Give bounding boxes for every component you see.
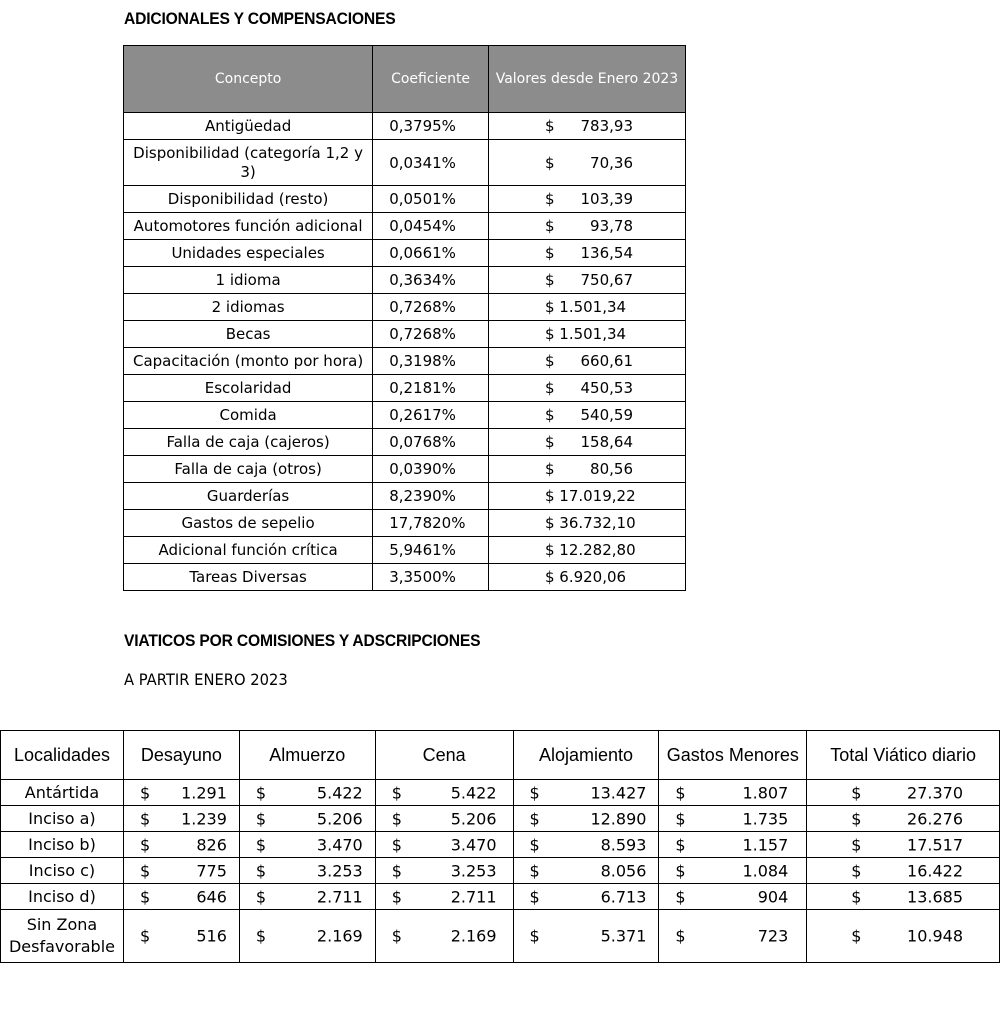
- currency-symbol: $: [544, 298, 555, 316]
- table-row: [1, 910, 1000, 963]
- valor-value: 17.019,22: [559, 487, 636, 505]
- currency-symbol: $: [675, 835, 686, 854]
- currency-symbol: $: [529, 809, 540, 828]
- almuerzo-value: 2.711: [316, 887, 363, 906]
- alojamiento-cell: [513, 858, 659, 884]
- valor-value: 70,36: [590, 153, 633, 172]
- valor-cell: [488, 483, 685, 510]
- table-header-row: [1, 731, 1000, 780]
- desayuno-value: 1.291: [181, 783, 227, 802]
- localidad-cell: Inciso b): [1, 832, 124, 858]
- concepto-cell: Disponibilidad (resto): [124, 186, 373, 213]
- gastos-menores-value: 1.735: [742, 809, 789, 828]
- almuerzo-cell: [239, 910, 375, 963]
- concepto-cell: Adicional función crítica: [124, 537, 373, 564]
- gastos-menores-value: 1.084: [742, 861, 789, 880]
- valor-value: 1.501,34: [559, 325, 627, 343]
- valor-value: 136,54: [580, 244, 633, 262]
- table-row: [124, 510, 686, 537]
- viaticos-table: [0, 730, 1000, 963]
- currency-symbol: $: [544, 541, 555, 559]
- currency-symbol: $: [139, 809, 151, 828]
- table-row: [1, 832, 1000, 858]
- coeficiente-cell: 0,7268%: [373, 321, 489, 348]
- desayuno-value: 775: [196, 861, 227, 880]
- header-concepto: Concepto: [124, 46, 373, 113]
- valor-value: 80,56: [590, 460, 633, 478]
- valor-value: 6.920,06: [559, 568, 627, 586]
- gastos-menores-value: 904: [757, 887, 789, 906]
- almuerzo-cell: [239, 884, 375, 910]
- coeficiente-cell: 0,0390%: [373, 456, 489, 483]
- table-row: [124, 294, 686, 321]
- table-row: [124, 186, 686, 213]
- cena-cell: [375, 910, 513, 963]
- almuerzo-cell: [239, 806, 375, 832]
- total-cell: [807, 806, 1000, 832]
- concepto-cell: Escolaridad: [124, 375, 373, 402]
- valor-cell: [488, 213, 685, 240]
- cena-cell: [375, 806, 513, 832]
- concepto-cell: 2 idiomas: [124, 294, 373, 321]
- valor-cell: [488, 402, 685, 429]
- currency-symbol: $: [544, 244, 555, 262]
- currency-symbol: $: [675, 809, 686, 828]
- alojamiento-value: 13.427: [590, 783, 647, 802]
- valor-cell: [488, 294, 685, 321]
- currency-symbol: $: [139, 783, 151, 802]
- total-value: 26.276: [907, 809, 963, 828]
- header-total-viatico: Total Viático diario: [807, 731, 1000, 780]
- table-row: [124, 456, 686, 483]
- currency-symbol: $: [544, 325, 555, 343]
- cena-value: 2.169: [450, 926, 497, 946]
- valor-value: 12.282,80: [559, 541, 636, 559]
- table-row: [124, 213, 686, 240]
- localidad-cell: Inciso a): [1, 806, 124, 832]
- almuerzo-value: 3.253: [316, 861, 363, 880]
- header-coeficiente: Coeficiente: [373, 46, 489, 113]
- table-row: [124, 402, 686, 429]
- alojamiento-cell: [513, 780, 659, 806]
- cena-cell: [375, 832, 513, 858]
- currency-symbol: $: [544, 379, 555, 397]
- coeficiente-cell: 0,0341%: [373, 140, 489, 186]
- currency-symbol: $: [544, 117, 555, 135]
- valor-cell: [488, 564, 685, 591]
- total-value: 16.422: [907, 861, 963, 880]
- table-row: [1, 780, 1000, 806]
- total-cell: [807, 832, 1000, 858]
- desayuno-cell: [123, 806, 239, 832]
- concepto-cell: 1 idioma: [124, 267, 373, 294]
- currency-symbol: $: [851, 926, 862, 946]
- concepto-cell: Automotores función adicional: [124, 213, 373, 240]
- valor-value: 103,39: [580, 190, 633, 208]
- coeficiente-cell: 0,3198%: [373, 348, 489, 375]
- currency-symbol: $: [675, 861, 686, 880]
- section-title-adicionales: ADICIONALES Y COMPENSACIONES: [124, 9, 396, 28]
- table-row: [124, 348, 686, 375]
- valor-value: 660,61: [580, 352, 633, 370]
- alojamiento-value: 6.713: [600, 887, 647, 906]
- currency-symbol: $: [544, 406, 555, 424]
- header-alojamiento: Alojamiento: [513, 731, 659, 780]
- header-almuerzo: Almuerzo: [239, 731, 375, 780]
- table-row: [124, 321, 686, 348]
- total-cell: [807, 910, 1000, 963]
- valor-cell: [488, 321, 685, 348]
- coeficiente-cell: 5,9461%: [373, 537, 489, 564]
- gastos-menores-cell: [659, 884, 807, 910]
- coeficiente-cell: 0,3634%: [373, 267, 489, 294]
- alojamiento-cell: [513, 832, 659, 858]
- alojamiento-value: 8.056: [600, 861, 647, 880]
- valor-amount: [545, 541, 636, 559]
- currency-symbol: $: [391, 783, 402, 802]
- almuerzo-cell: [239, 780, 375, 806]
- desayuno-value: 646: [196, 887, 227, 906]
- table-row: [124, 537, 686, 564]
- localidad-cell: Inciso d): [1, 884, 124, 910]
- concepto-cell: Falla de caja (cajeros): [124, 429, 373, 456]
- alojamiento-cell: [513, 884, 659, 910]
- currency-symbol: $: [139, 926, 151, 946]
- currency-symbol: $: [529, 783, 540, 802]
- alojamiento-value: 8.593: [600, 835, 647, 854]
- almuerzo-value: 2.169: [316, 926, 363, 946]
- table-header-row: [124, 46, 686, 113]
- coeficiente-cell: 0,7268%: [373, 294, 489, 321]
- currency-symbol: $: [529, 861, 540, 880]
- table-row: [1, 884, 1000, 910]
- valor-cell: [488, 456, 685, 483]
- concepto-cell: Falla de caja (otros): [124, 456, 373, 483]
- valor-value: 158,64: [580, 433, 633, 451]
- concepto-cell: Capacitación (monto por hora): [124, 348, 373, 375]
- table-row: [124, 240, 686, 267]
- concepto-cell: Tareas Diversas: [124, 564, 373, 591]
- header-valores: Valores desde Enero 2023: [488, 46, 685, 113]
- valor-cell: [488, 186, 685, 213]
- valor-amount: [545, 514, 636, 532]
- currency-symbol: $: [544, 433, 555, 451]
- coeficiente-cell: 3,3500%: [373, 564, 489, 591]
- valor-amount: [545, 568, 626, 586]
- currency-symbol: $: [544, 460, 555, 478]
- coeficiente-cell: 0,0454%: [373, 213, 489, 240]
- almuerzo-cell: [239, 832, 375, 858]
- localidad-cell: Sin Zona Desfavorable: [1, 910, 124, 963]
- gastos-menores-value: 1.807: [742, 783, 789, 802]
- valor-value: 1.501,34: [559, 298, 627, 316]
- concepto-cell: Antigüedad: [124, 113, 373, 140]
- gastos-menores-cell: [659, 910, 807, 963]
- cena-cell: [375, 780, 513, 806]
- concepto-cell: Comida: [124, 402, 373, 429]
- section-subtitle-viaticos: A PARTIR ENERO 2023: [124, 670, 288, 689]
- gastos-menores-cell: [659, 858, 807, 884]
- currency-symbol: $: [851, 861, 862, 880]
- almuerzo-value: 5.206: [316, 809, 363, 828]
- desayuno-cell: [123, 780, 239, 806]
- alojamiento-cell: [513, 910, 659, 963]
- valor-cell: [488, 429, 685, 456]
- valor-value: 750,67: [580, 271, 633, 289]
- valor-value: 540,59: [580, 406, 633, 424]
- gastos-menores-cell: [659, 832, 807, 858]
- currency-symbol: $: [391, 835, 402, 854]
- coeficiente-cell: 0,2617%: [373, 402, 489, 429]
- cena-value: 2.711: [450, 887, 497, 906]
- valor-amount: [545, 487, 636, 505]
- total-cell: [807, 858, 1000, 884]
- desayuno-value: 1.239: [181, 809, 227, 828]
- coeficiente-cell: 0,0501%: [373, 186, 489, 213]
- valor-cell: [488, 537, 685, 564]
- almuerzo-value: 5.422: [316, 783, 363, 802]
- valor-cell: [488, 267, 685, 294]
- cena-cell: [375, 884, 513, 910]
- coeficiente-cell: 17,7820%: [373, 510, 489, 537]
- desayuno-cell: [123, 884, 239, 910]
- currency-symbol: $: [544, 487, 555, 505]
- currency-symbol: $: [851, 835, 862, 854]
- cena-cell: [375, 858, 513, 884]
- table-row: [1, 858, 1000, 884]
- adicionales-table: [123, 45, 686, 591]
- table-row: [124, 375, 686, 402]
- alojamiento-value: 5.371: [600, 926, 647, 946]
- currency-symbol: $: [139, 887, 151, 906]
- valor-cell: [488, 240, 685, 267]
- total-value: 17.517: [907, 835, 963, 854]
- currency-symbol: $: [391, 887, 402, 906]
- desayuno-cell: [123, 832, 239, 858]
- currency-symbol: $: [255, 809, 267, 828]
- gastos-menores-cell: [659, 780, 807, 806]
- table-row: [1, 806, 1000, 832]
- concepto-cell: Unidades especiales: [124, 240, 373, 267]
- total-value: 13.685: [907, 887, 963, 906]
- concepto-cell: Becas: [124, 321, 373, 348]
- concepto-cell: Disponibilidad (categoría 1,2 y 3): [124, 140, 373, 186]
- coeficiente-cell: 0,2181%: [373, 375, 489, 402]
- valor-value: 93,78: [590, 217, 633, 235]
- table-row: [124, 564, 686, 591]
- currency-symbol: $: [255, 783, 267, 802]
- currency-symbol: $: [139, 835, 151, 854]
- almuerzo-value: 3.470: [316, 835, 363, 854]
- currency-symbol: $: [255, 861, 267, 880]
- table-row: [124, 113, 686, 140]
- currency-symbol: $: [675, 926, 686, 946]
- valor-cell: [488, 375, 685, 402]
- desayuno-value: 516: [196, 926, 227, 946]
- currency-symbol: $: [255, 887, 267, 906]
- valor-amount: [545, 298, 626, 316]
- gastos-menores-value: 723: [757, 926, 789, 946]
- total-value: 10.948: [907, 926, 963, 946]
- currency-symbol: $: [544, 514, 555, 532]
- currency-symbol: $: [851, 783, 862, 802]
- localidad-cell: Antártida: [1, 780, 124, 806]
- concepto-cell: Guarderías: [124, 483, 373, 510]
- currency-symbol: $: [255, 835, 267, 854]
- section-title-viaticos: VIATICOS POR COMISIONES Y ADSCRIPCIONES: [124, 631, 481, 650]
- localidad-cell: Inciso c): [1, 858, 124, 884]
- coeficiente-cell: 8,2390%: [373, 483, 489, 510]
- coeficiente-cell: 0,3795%: [373, 113, 489, 140]
- gastos-menores-cell: [659, 806, 807, 832]
- cena-value: 3.470: [450, 835, 497, 854]
- currency-symbol: $: [544, 568, 555, 586]
- currency-symbol: $: [529, 887, 540, 906]
- alojamiento-value: 12.890: [590, 809, 647, 828]
- currency-symbol: $: [544, 153, 555, 172]
- currency-symbol: $: [255, 926, 267, 946]
- valor-cell: [488, 140, 685, 186]
- coeficiente-cell: 0,0768%: [373, 429, 489, 456]
- currency-symbol: $: [851, 809, 862, 828]
- valor-value: 450,53: [580, 379, 633, 397]
- concepto-cell: Gastos de sepelio: [124, 510, 373, 537]
- valor-cell: [488, 510, 685, 537]
- header-localidades: Localidades: [1, 731, 124, 780]
- valor-value: 36.732,10: [559, 514, 636, 532]
- gastos-menores-value: 1.157: [742, 835, 789, 854]
- table-row: [124, 267, 686, 294]
- table-row: [124, 429, 686, 456]
- desayuno-cell: [123, 910, 239, 963]
- header-gastos-menores: Gastos Menores: [659, 731, 807, 780]
- cena-value: 5.206: [450, 809, 497, 828]
- currency-symbol: $: [851, 887, 862, 906]
- cena-value: 5.422: [450, 783, 497, 802]
- currency-symbol: $: [529, 926, 540, 946]
- currency-symbol: $: [544, 352, 555, 370]
- currency-symbol: $: [139, 861, 151, 880]
- table-row: [124, 140, 686, 186]
- header-cena: Cena: [375, 731, 513, 780]
- coeficiente-cell: 0,0661%: [373, 240, 489, 267]
- valor-cell: [488, 113, 685, 140]
- currency-symbol: $: [544, 217, 555, 235]
- desayuno-value: 826: [196, 835, 227, 854]
- currency-symbol: $: [391, 809, 402, 828]
- almuerzo-cell: [239, 858, 375, 884]
- currency-symbol: $: [675, 887, 686, 906]
- valor-value: 783,93: [580, 117, 633, 135]
- currency-symbol: $: [675, 783, 686, 802]
- valor-cell: [488, 348, 685, 375]
- table-row: [124, 483, 686, 510]
- total-cell: [807, 884, 1000, 910]
- alojamiento-cell: [513, 806, 659, 832]
- currency-symbol: $: [391, 926, 402, 946]
- valor-amount: [545, 325, 626, 343]
- cena-value: 3.253: [450, 861, 497, 880]
- desayuno-cell: [123, 858, 239, 884]
- currency-symbol: $: [391, 861, 402, 880]
- header-desayuno: Desayuno: [123, 731, 239, 780]
- total-cell: [807, 780, 1000, 806]
- currency-symbol: $: [529, 835, 540, 854]
- currency-symbol: $: [544, 190, 555, 208]
- currency-symbol: $: [544, 271, 555, 289]
- total-value: 27.370: [907, 783, 963, 802]
